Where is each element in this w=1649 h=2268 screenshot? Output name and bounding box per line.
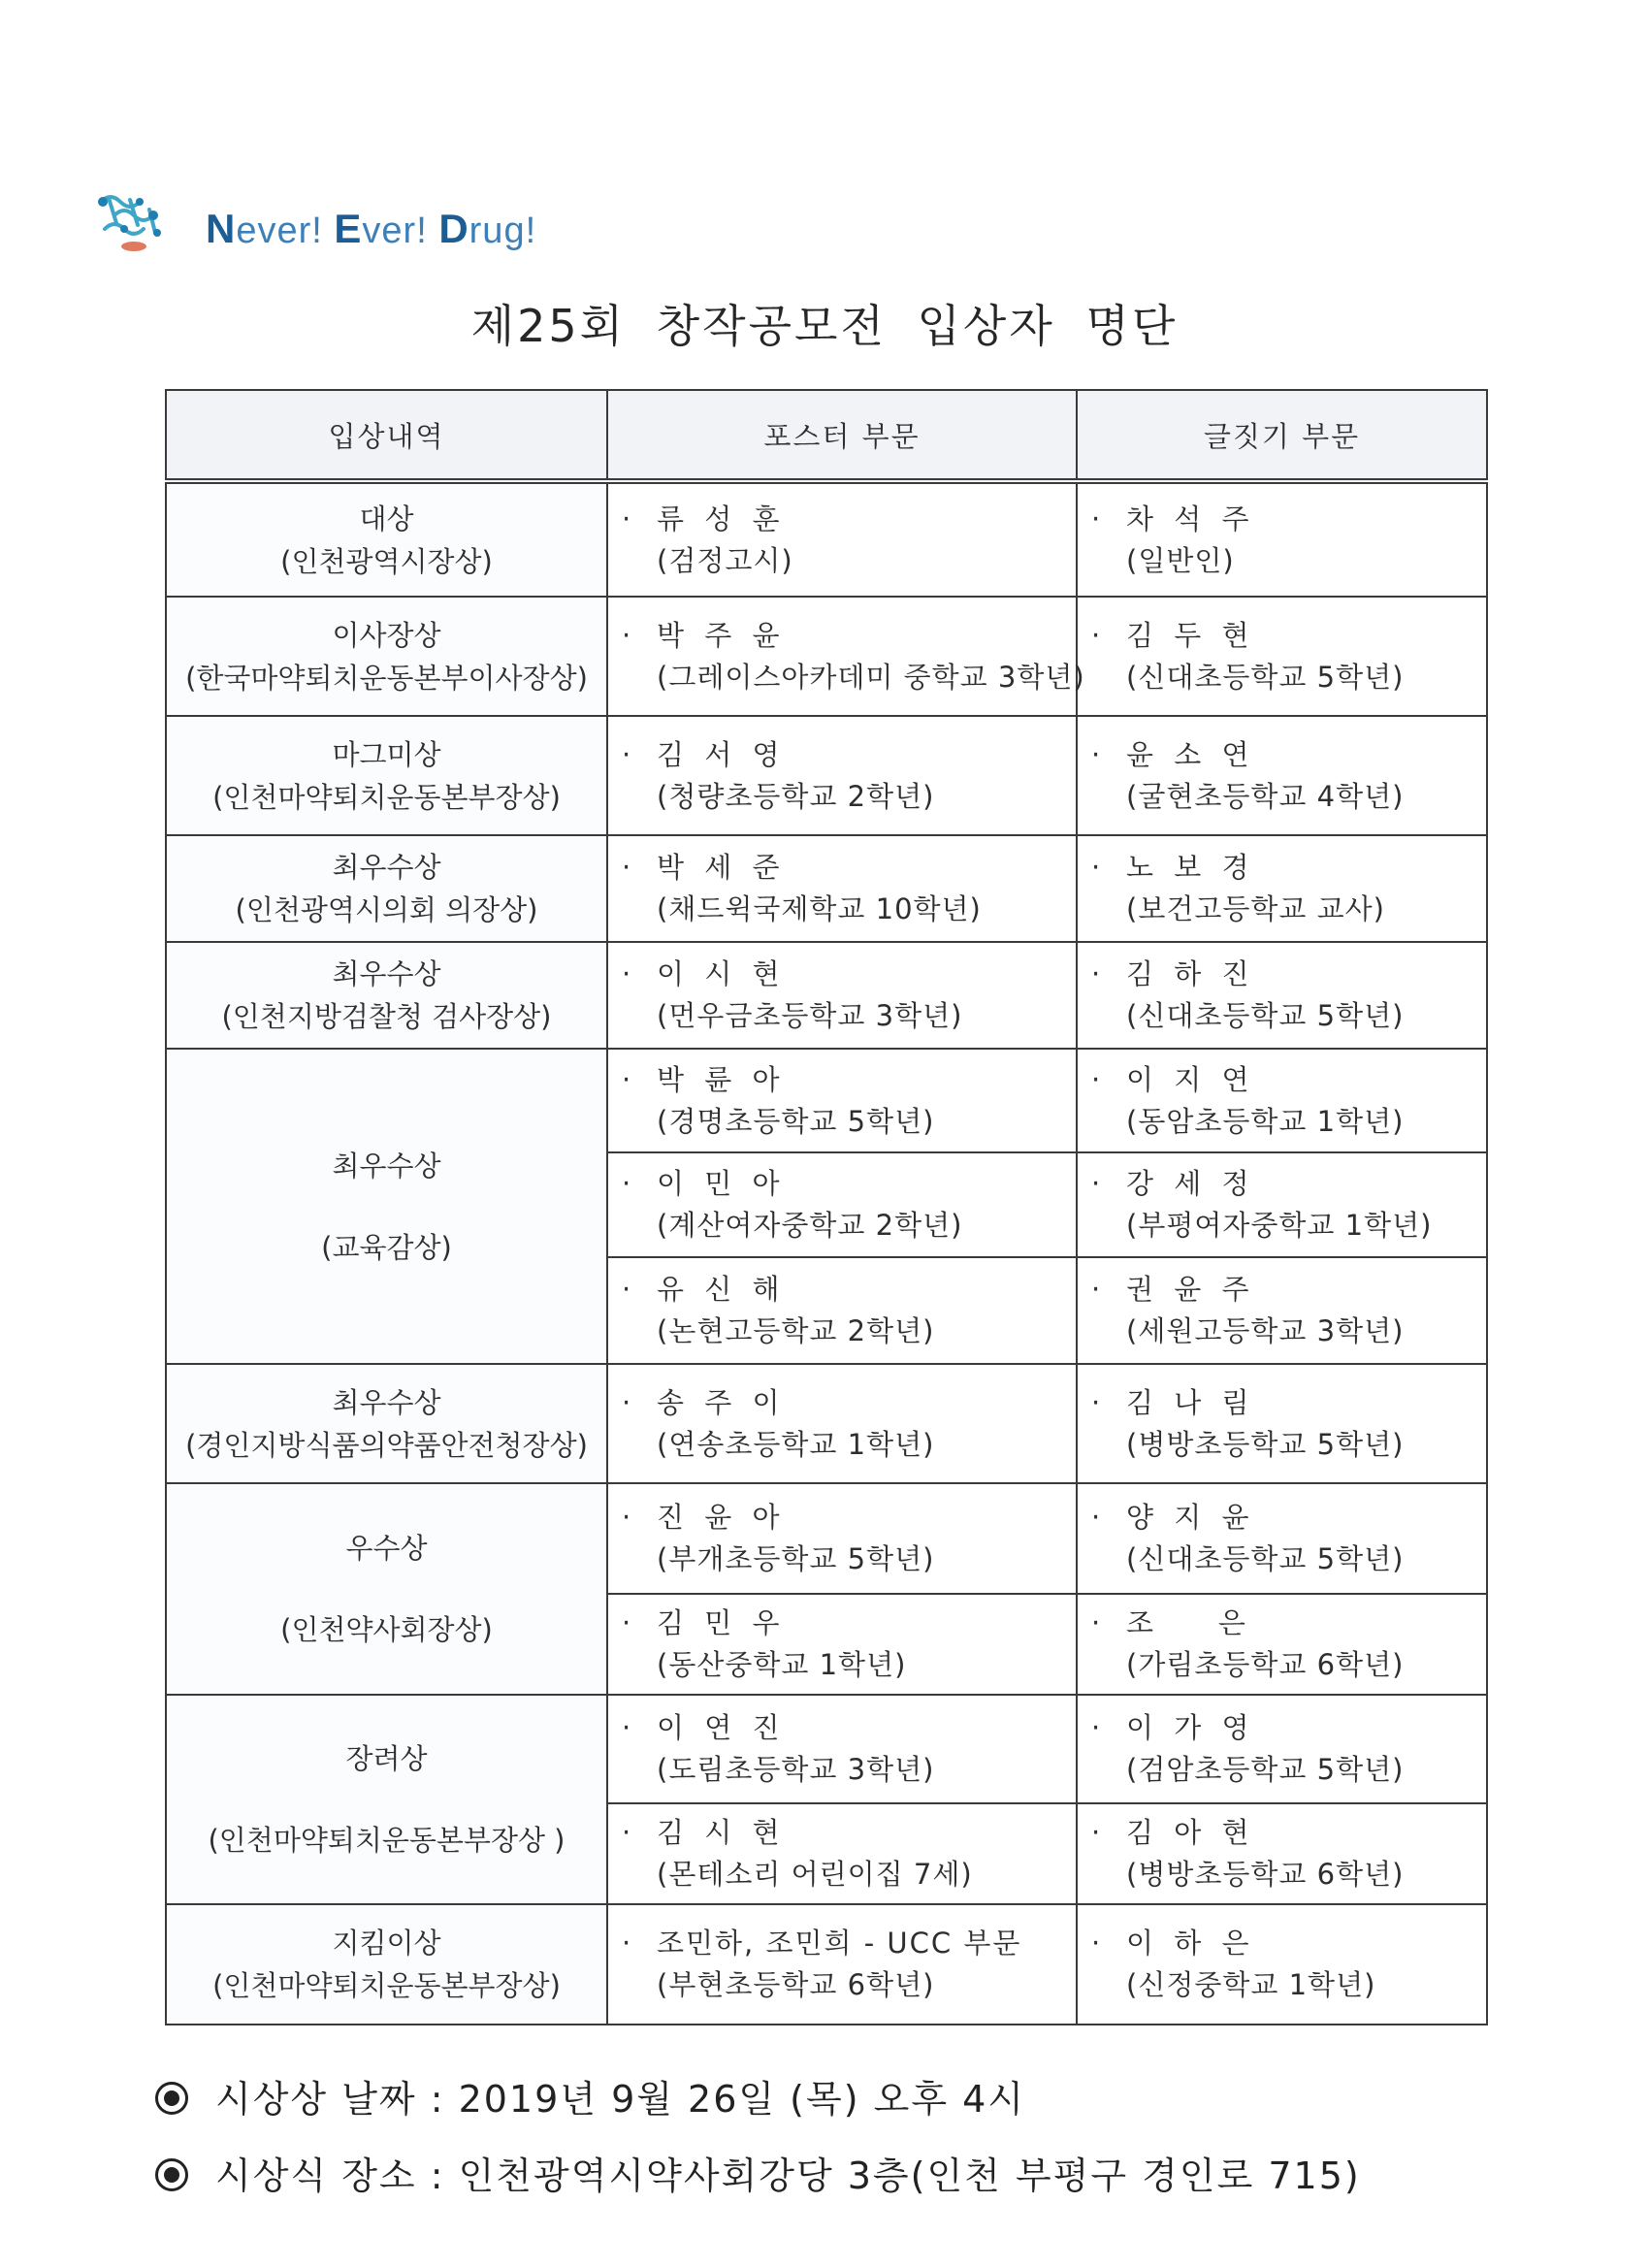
table-row: [166, 1483, 1487, 1594]
award-category: 장려상 (인천마약퇴치운동본부장상 ): [166, 1695, 607, 1904]
essay-winner: · 권 윤 주 (세원고등학교 3학년): [1077, 1257, 1487, 1364]
poster-winner: · 송 주 이 (연송초등학교 1학년): [607, 1364, 1077, 1483]
award-category: 지킴이상 (인천마약퇴치운동본부장상): [166, 1904, 607, 2025]
essay-winner: · 강 세 정 (부평여자중학교 1학년): [1077, 1152, 1487, 1257]
table-header-row: [166, 390, 1487, 481]
ceremony-place: 시상식 장소 : 인천광역시약사회강당 3층(인천 부평구 경인로 715): [155, 2146, 1361, 2199]
essay-winner: · 윤 소 연 (굴현초등학교 4학년): [1077, 716, 1487, 835]
ceremony-date: 시상상 날짜 : 2019년 9월 26일 (목) 오후 4시: [155, 2069, 1025, 2122]
header-award: 입상내역: [166, 390, 607, 481]
award-category: 최우수상 (인천지방검찰청 검사장상): [166, 942, 607, 1049]
award-category: 최우수상 (경인지방식품의약품안전청장상): [166, 1364, 607, 1483]
poster-winner: · 류 성 훈 (검정고시): [607, 481, 1077, 597]
poster-winner: · 김 서 영 (청량초등학교 2학년): [607, 716, 1077, 835]
brand-slogan: Never! Ever! Drug!: [206, 206, 537, 251]
bullseye-icon: [155, 2158, 188, 2191]
table-row: [166, 1904, 1487, 2025]
poster-winner: · 김 시 현 (몬테소리 어린이집 7세): [607, 1803, 1077, 1904]
essay-winner: · 김 두 현 (신대초등학교 5학년): [1077, 597, 1487, 716]
poster-winner: · 김 민 우 (동산중학교 1학년): [607, 1594, 1077, 1695]
essay-winner: · 이 가 영 (검암초등학교 5학년): [1077, 1695, 1487, 1803]
award-category: 이사장상 (한국마약퇴치운동본부이사장상): [166, 597, 607, 716]
essay-winner: · 조 은 (가림초등학교 6학년): [1077, 1594, 1487, 1695]
header-poster: 포스터 부문: [607, 390, 1077, 481]
table-row: [166, 481, 1487, 597]
award-category: 우수상 (인천약사회장상): [166, 1483, 607, 1695]
page-title: 제25회 창작공모전 입상자 명단: [470, 300, 1179, 352]
poster-winner: · 박 륜 아 (경명초등학교 5학년): [607, 1049, 1077, 1152]
poster-winner: · 이 시 현 (먼우금초등학교 3학년): [607, 942, 1077, 1049]
table-row: [166, 1364, 1487, 1483]
essay-winner: · 노 보 경 (보건고등학교 교사): [1077, 835, 1487, 942]
never-ever-drug-logo-icon: [95, 190, 173, 258]
table-row: [166, 1695, 1487, 1803]
table-row: [166, 597, 1487, 716]
award-category: 마그미상 (인천마약퇴치운동본부장상): [166, 716, 607, 835]
poster-winner: · 이 연 진 (도림초등학교 3학년): [607, 1695, 1077, 1803]
poster-winner: · 박 주 윤 (그레이스아카데미 중학교 3학년): [607, 597, 1077, 716]
header-essay: 글짓기 부문: [1077, 390, 1487, 481]
table-row: [166, 1049, 1487, 1152]
table-row: [166, 942, 1487, 1049]
poster-winner: · 이 민 아 (계산여자중학교 2학년): [607, 1152, 1077, 1257]
award-category: 최우수상 (교육감상): [166, 1049, 607, 1364]
essay-winner: · 김 나 림 (병방초등학교 5학년): [1077, 1364, 1487, 1483]
essay-winner: · 이 지 연 (동암초등학교 1학년): [1077, 1049, 1487, 1152]
poster-winner: · 박 세 준 (채드윅국제학교 10학년): [607, 835, 1077, 942]
bullseye-icon: [155, 2082, 188, 2115]
winners-table: [165, 389, 1488, 2025]
table-row: [166, 716, 1487, 835]
award-category: 최우수상 (인천광역시의회 의장상): [166, 835, 607, 942]
award-category: 대상 (인천광역시장상): [166, 481, 607, 597]
poster-winner: · 유 신 해 (논현고등학교 2학년): [607, 1257, 1077, 1364]
essay-winner: · 김 하 진 (신대초등학교 5학년): [1077, 942, 1487, 1049]
essay-winner: · 이 하 은 (신정중학교 1학년): [1077, 1904, 1487, 2025]
poster-winner: · 진 윤 아 (부개초등학교 5학년): [607, 1483, 1077, 1594]
essay-winner: · 차 석 주 (일반인): [1077, 481, 1487, 597]
essay-winner: · 양 지 윤 (신대초등학교 5학년): [1077, 1483, 1487, 1594]
poster-winner: · 조민하, 조민희 - UCC 부문 (부현초등학교 6학년): [607, 1904, 1077, 2025]
table-row: [166, 835, 1487, 942]
essay-winner: · 김 아 현 (병방초등학교 6학년): [1077, 1803, 1487, 1904]
